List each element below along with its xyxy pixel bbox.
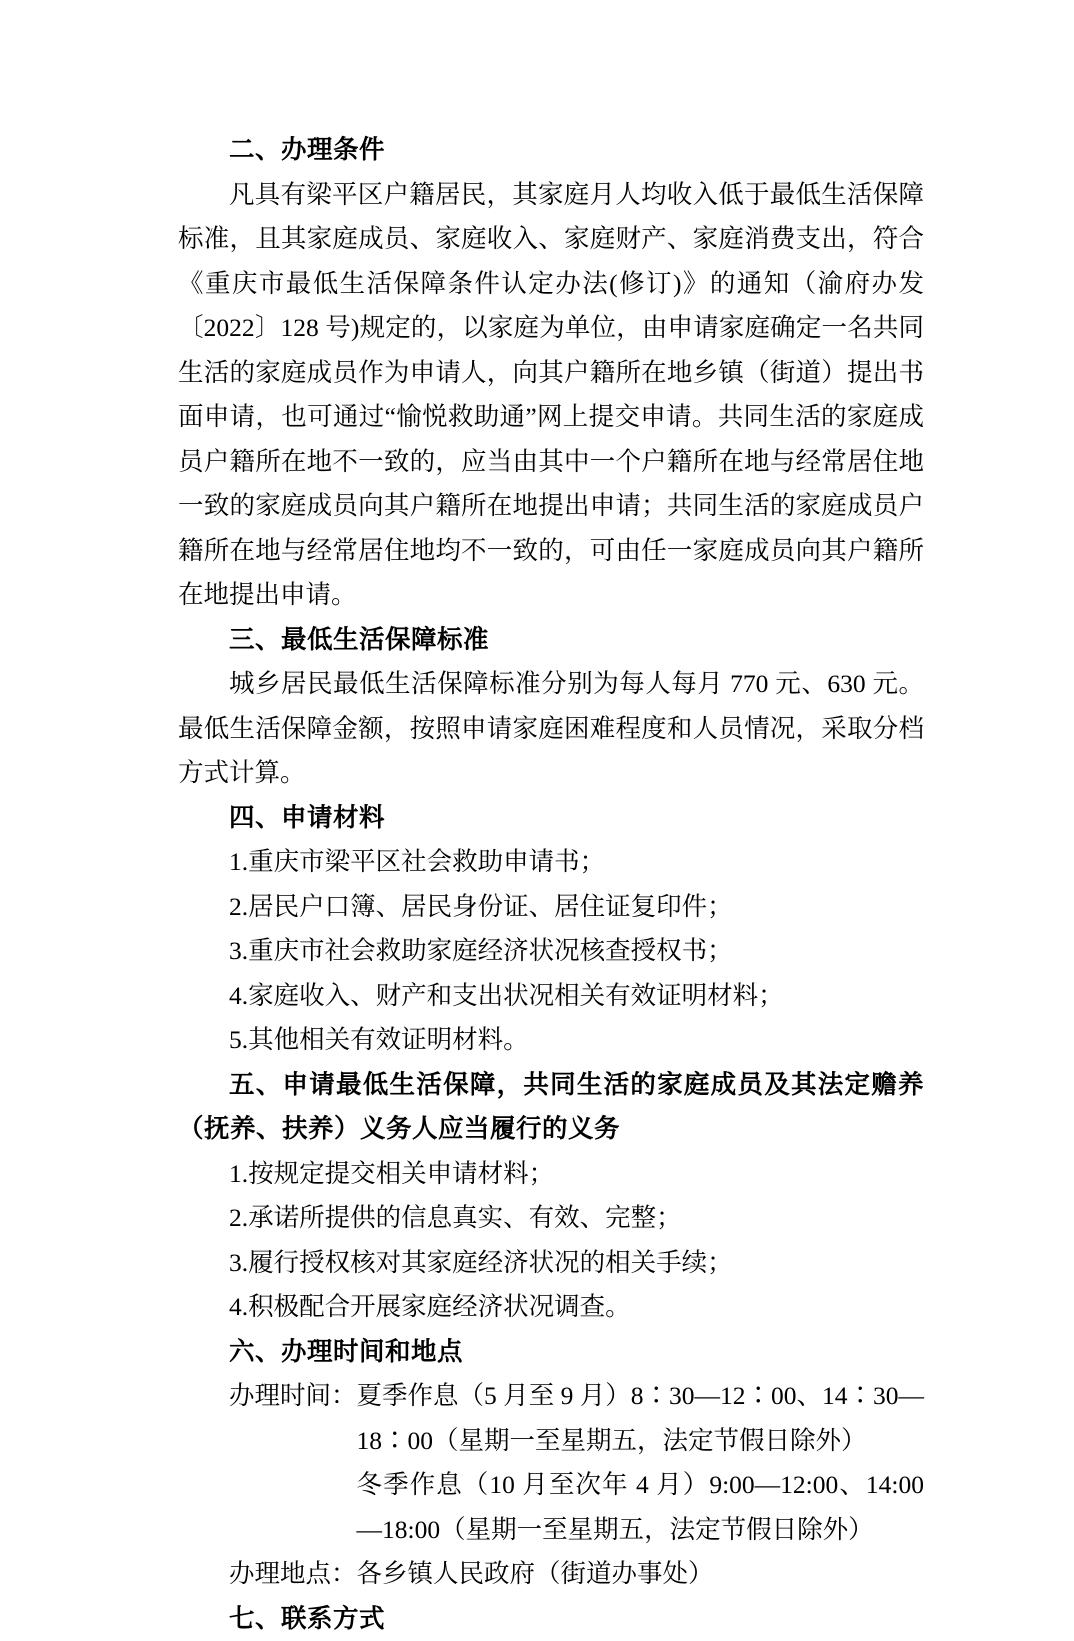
office-hours-summer: 夏季作息（5 月至 9 月）8∶30—12∶00、14∶30—18∶00（星期一至星期五，法定节假日除外） [357,1374,924,1463]
document-body [178,128,924,1641]
list-item: 5.其他相关有效证明材料。 [178,1018,924,1063]
section-heading-5: 五、申请最低生活保障，共同生活的家庭成员及其法定赡养（抚养、扶养）义务人应当履行的义务 [178,1063,924,1152]
section-paragraph-2: 凡具有梁平区户籍居民，其家庭月人均收入低于最低生活保障标准，且其家庭成员、家庭收入、家庭财产、家庭消费支出，符合《重庆市最低生活保障条件认定办法(修订)》的通知（渝府办发〔2022〕128 号)规定的，以家庭为单位，由申请家庭确定一名共同生活的家庭成员作为申请人，向其户籍所在地乡镇（街道）提出书面申请，也可通过“愉悦救助通”网上提交申请。共同生活的家庭成员户籍所在地不一致的，应当由其中一个户籍所在地与经常居住地一致的家庭成员向其户籍所在地提出申请；共同生活的家庭成员户籍所在地与经常居住地均不一致的，可由任一家庭成员向其户籍所在地提出申请。 [178,173,924,618]
list-item: 1.按规定提交相关申请材料； [178,1152,924,1197]
section-heading-7: 七、联系方式 [178,1597,924,1641]
section-heading-2: 二、办理条件 [178,128,924,173]
office-location-value: 各乡镇人民政府（街道办事处） [357,1552,924,1597]
section-heading-6: 六、办理时间和地点 [178,1330,924,1375]
list-item: 3.履行授权核对其家庭经济状况的相关手续； [178,1241,924,1286]
list-item: 1.重庆市梁平区社会救助申请书； [178,840,924,885]
list-item: 2.居民户口簿、居民身份证、居住证复印件； [178,885,924,930]
list-item: 4.积极配合开展家庭经济状况调查。 [178,1285,924,1330]
office-hours-label: 办理时间： [178,1374,357,1463]
list-item: 3.重庆市社会救助家庭经济状况核查授权书； [178,929,924,974]
section-heading-4: 四、申请材料 [178,796,924,841]
office-location-label: 办理地点： [178,1552,357,1597]
office-hours-winter-row [178,1463,924,1552]
list-item: 4.家庭收入、财产和支出状况相关有效证明材料； [178,974,924,1019]
list-item: 2.承诺所提供的信息真实、有效、完整； [178,1196,924,1241]
office-location-row [178,1552,924,1597]
office-hours-row [178,1374,924,1463]
section-heading-3: 三、最低生活保障标准 [178,618,924,663]
section-paragraph-3: 城乡居民最低生活保障标准分别为每人每月 770 元、630 元。最低生活保障金额，按照申请家庭困难程度和人员情况，采取分档方式计算。 [178,662,924,796]
office-hours-winter: 冬季作息（10 月至次年 4 月）9:00—12:00、14:00—18:00（星期一至星期五，法定节假日除外） [357,1463,924,1552]
